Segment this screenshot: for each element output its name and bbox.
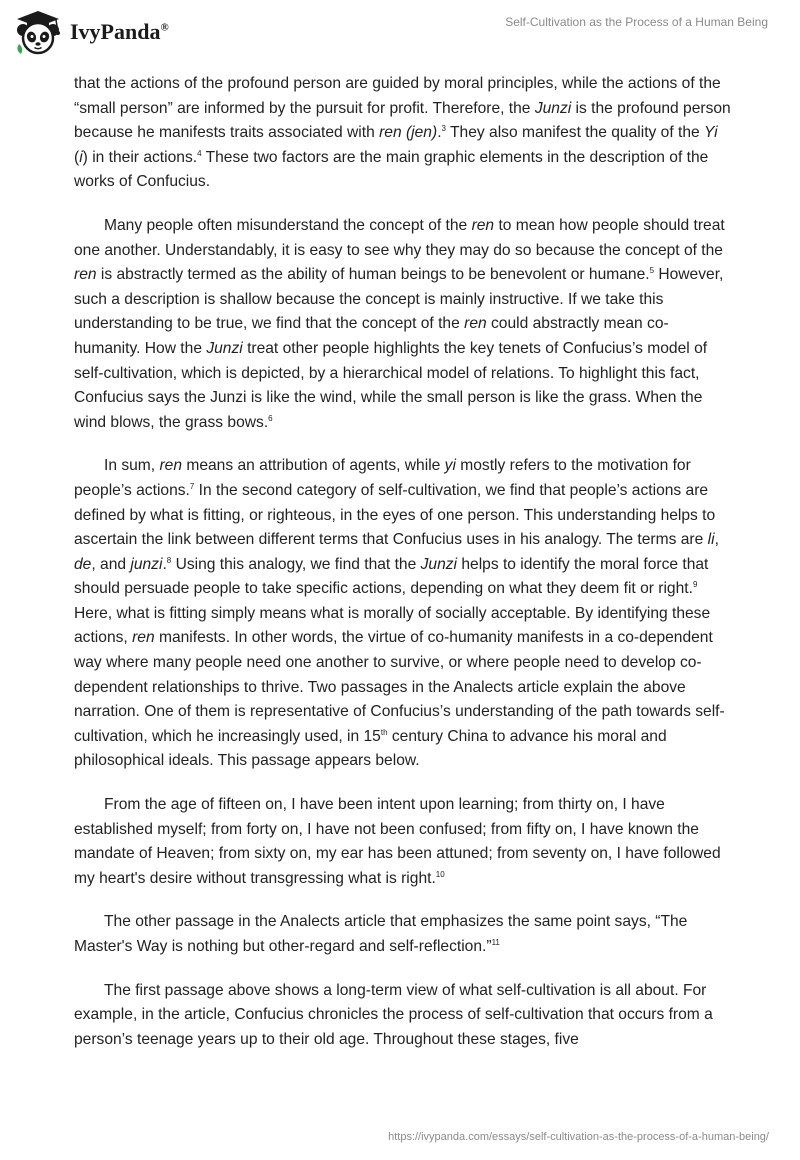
brand-name: IvyPanda® <box>70 19 169 44</box>
footnote-ref[interactable]: 8 <box>166 555 172 565</box>
paragraph-3: In sum, ren means an attribution of agents, while yi mostly refers to the motivation for people’s actions.$^7$ In the second category of self-cultivation, we find that people’s actions are defined by what is fitting, or righteous, in the eyes of one person. This understanding helps to ascertain the link between different terms that Confucius uses in his analogy. The terms are li, de, and junzi.$^8$ Using this analogy, we find that the Junzi helps to identify the moral force that should persuade people to take specific actions, depending on what they deem fit or right.$^9$ Here, what is fitting simply means what is morally of socially acceptable. By identifying these actions, ren manifests. In other words, the virtue of co-humanity manifests in a co-dependent way where many people need one another to survive, or where people need to develop co-dependent relationships to thrive. Two passages in the Analects article explain the above narration. One of them is representative of Confucius’s understanding of the path towards self-cultivation, which he increasingly used, in 15th century China to advance his moral and philosophical ideals. This passage appears below. <box>74 457 725 770</box>
brand-logo[interactable] <box>12 8 169 56</box>
paragraph-5: The other passage in the Analects article that emphasizes the same point says, “The Master's Way is nothing but other-regard and self-reflection.”$^{11}$ <box>74 913 688 955</box>
footnote-ref[interactable]: 6 <box>268 413 273 423</box>
footnote-ref[interactable]: 10 <box>435 869 445 879</box>
paragraph-1: that the actions of the profound person are guided by moral principles, while the actions of the “small person” are informed by the pursuit for profit. Therefore, the Junzi is the profound person because he manifests traits associated with ren (jen).$^3$ They also manifest the quality of the Yi (i) in their actions.$^4$ These two factors are the main graphic elements in the description of the works of Confucius. <box>74 75 731 191</box>
document-title: Self-Cultivation as the Process of a Human Being <box>505 15 768 29</box>
footnote-ref[interactable]: 5 <box>649 266 655 276</box>
footnote-ref[interactable]: 7 <box>189 481 195 491</box>
footnote-ref[interactable]: 3 <box>441 124 446 134</box>
block-quote-passage: From the age of fifteen on, I have been intent upon learning; from thirty on, I have established myself; from forty on, I have not been confused; from fifty on, I have known the mandate of Heaven; from sixty on, my ear has been attuned; from seventy on, I have followed my heart's desire without transgressing what is right.$^{10}$ <box>74 796 721 887</box>
essay-body <box>74 72 734 1071</box>
footnote-ref[interactable]: 11 <box>491 938 500 947</box>
paragraph-6: The first passage above shows a long-term view of what self-cultivation is all about. For example, in the article, Confucius chronicles the process of self-cultivation that occurs from a person’s teenage years up to their old age. Throughout these stages, five <box>74 981 713 1048</box>
footnote-ref[interactable]: 4 <box>197 148 202 158</box>
panda-logo-icon <box>12 8 64 56</box>
paragraph-2: Many people often misunderstand the concept of the ren to mean how people should treat one another. Understandably, it is easy to see why they may do so because the concept of the ren is abstractly termed as the ability of human beings to be benevolent or humane.$^5$ However, such a description is shallow because the concept is mainly instructive. If we take this understanding to be true, we find that the concept of the ren could abstractly mean co-humanity. How the Junzi treat other people highlights the key tenets of Confucius’s model of self-cultivation, which is depicted, by a hierarchical model of relations. To highlight this fact, Confucius says the Junzi is like the wind, while the small person is like the grass. When the wind blows, the grass bows.$^6$ <box>74 216 725 431</box>
page-header <box>0 0 800 60</box>
footnote-ref[interactable]: 9 <box>692 580 698 590</box>
source-url[interactable]: https://ivypanda.com/essays/self-cultivation-as-the-process-of-a-human-being/ <box>388 1131 769 1143</box>
